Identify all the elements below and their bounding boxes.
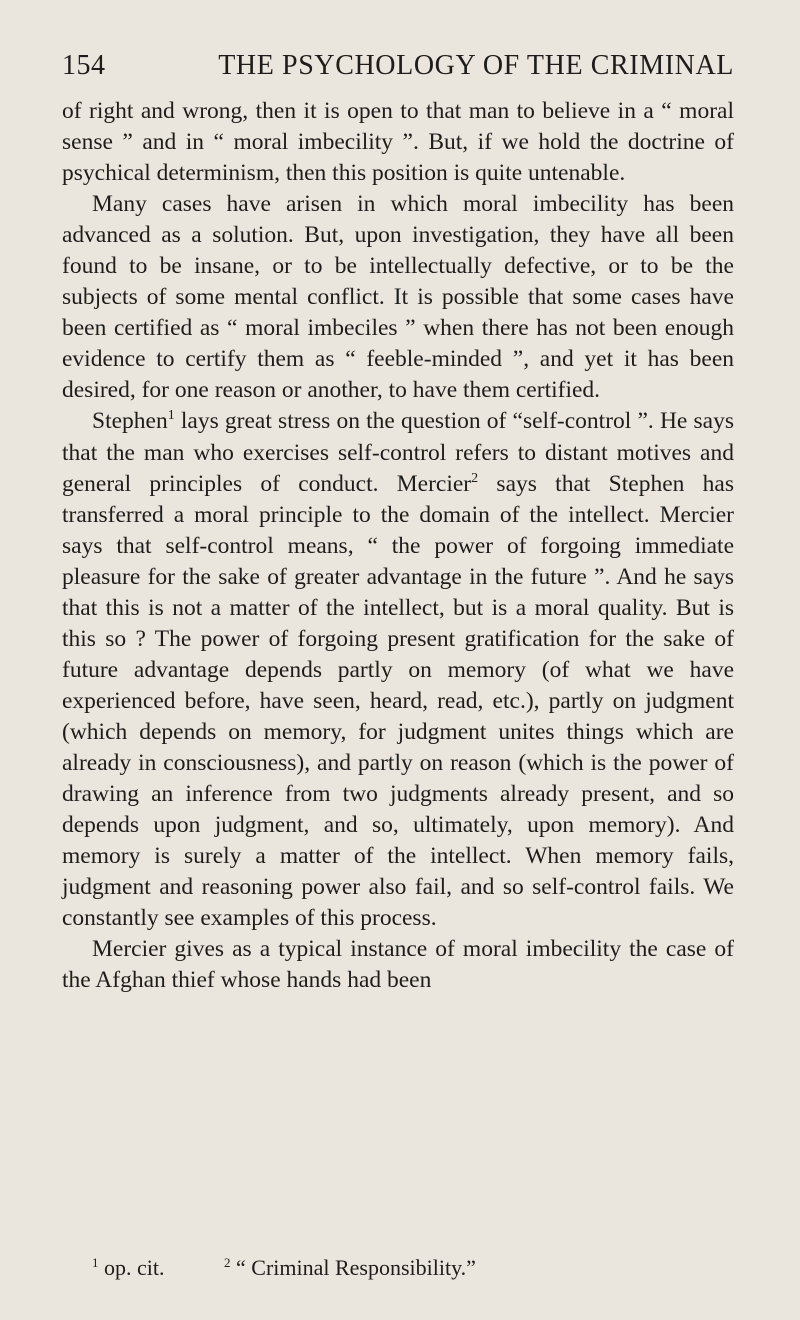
footnotes — [92, 1254, 476, 1282]
footnote-ref-1: 1 — [167, 408, 175, 424]
page-header — [62, 50, 734, 94]
paragraph-afghan-thief: Mercier gives as a typical instance of moral imbecility the case of the Afghan thief whose hands had been — [62, 936, 734, 994]
author-mercier: Mercier — [396, 470, 472, 497]
running-title: THE PSYCHOLOGY OF THE CRIMINAL — [218, 50, 734, 81]
paragraph-self-control — [62, 406, 734, 934]
paragraph-moral-imbecility-cases: Many cases have arisen in which moral imbecility has been advanced as a solution. But, upon investigation, they have all been found to be insane, or to be intellectually defective, or to be the subjects of some mental conflict. It is possible that some cases have been certified as “ moral imbeciles ” when there has not been enough evidence to certify them as “ feeble-minded ”, and yet it has been desired, for one reason or another, to have them certified. — [62, 191, 734, 404]
paragraph-self-control-text-1: lays great stress on the question of “self-control ”. He says that the man who exercises self-control refers to distant motives and general principles of conduct. — [62, 408, 734, 497]
body-text — [62, 96, 734, 996]
footnote-2-mark: 2 — [224, 1255, 231, 1270]
footnote-1-text: op. cit. — [98, 1255, 165, 1280]
footnote-1-mark: 1 — [92, 1255, 99, 1270]
footnote-ref-2: 2 — [471, 470, 479, 486]
paragraph-continuation: of right and wrong, then it is open to that man to believe in a “ moral sense ” and in “ moral imbecility ”. But, if we hold the doctrine of psychical determinism, then this position is quite untenable. — [62, 98, 734, 187]
page-number: 154 — [62, 50, 106, 81]
author-stephen: Stephen — [92, 408, 168, 435]
paragraph-self-control-text-2: says that Stephen has transferred a moral principle to the domain of the intellect. Mercier says that self-control means, “ the power of forgoing immediate pleasure for the sake of greater advantage in the future ”. And he says that this is not a matter of the intellect, but is a moral quality. But is this so ? The power of forgoing present gratification for the sake of future advantage depends partly on memory (of what we have experienced before, have seen, heard, read, etc.), partly on judgment (which depends on memory, for judgment unites things which are already in consciousness), and partly on reason (which is the power of drawing an inference from two judgments already present, and so depends upon judgment, and so, ultimately, upon memory). And memory is surely a matter of the intellect. When memory fails, judgment and reasoning power also fail, and so self-control fails. We constantly see examples of this process. — [62, 470, 734, 932]
footnote-1 — [92, 1254, 165, 1282]
footnote-2 — [224, 1254, 476, 1282]
footnote-2-text: “ Criminal Responsibility.” — [230, 1255, 476, 1280]
